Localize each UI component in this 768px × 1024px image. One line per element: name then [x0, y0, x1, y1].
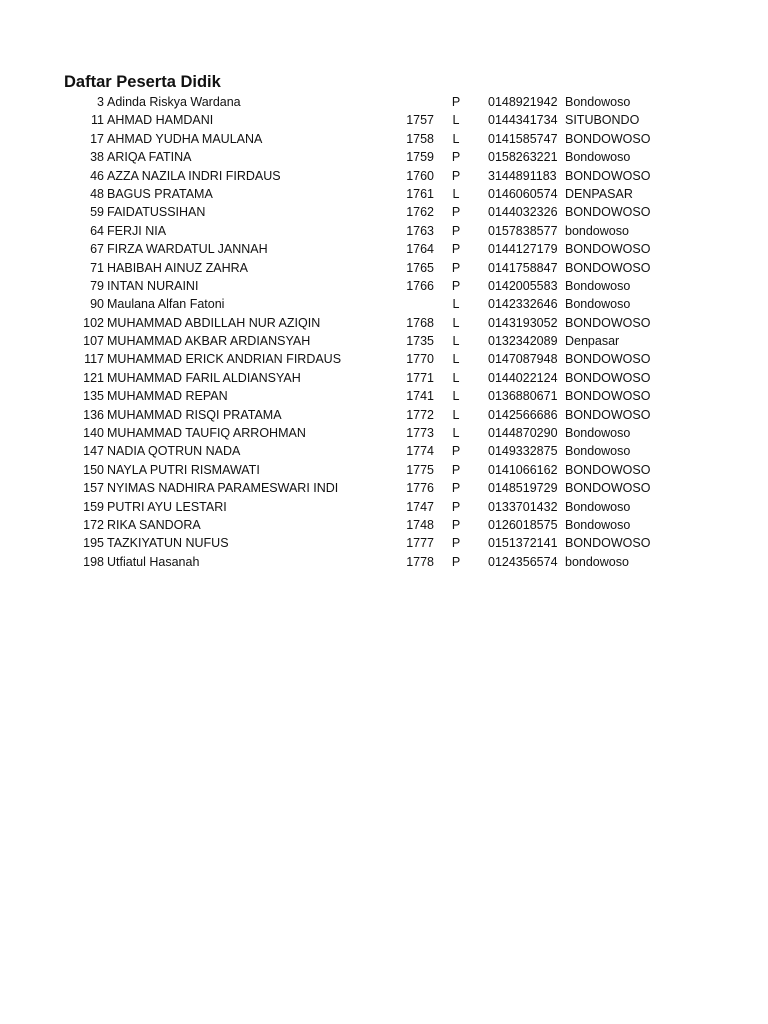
- student-number: 147: [83, 444, 104, 459]
- student-gender: P: [451, 517, 461, 532]
- student-row: [0, 424, 768, 442]
- student-nisn: 0158263221: [488, 150, 558, 165]
- student-city: Bondowoso: [565, 150, 631, 165]
- student-nisn: 0147087948: [488, 352, 558, 367]
- student-number: 67: [90, 242, 104, 257]
- student-row: [0, 387, 768, 405]
- student-nisn: 0146060574: [488, 186, 558, 201]
- student-nisn: 0141066162: [488, 462, 558, 477]
- page-title: Daftar Peserta Didik: [64, 73, 221, 91]
- student-id: 1735: [406, 334, 434, 349]
- student-name: AZZA NAZILA INDRI FIRDAUS: [107, 168, 281, 183]
- student-city: BONDOWOSO: [565, 407, 651, 422]
- student-name: FAIDATUSSIHAN: [107, 205, 206, 220]
- student-name: MUHAMMAD RISQI PRATAMA: [107, 407, 282, 422]
- student-number: 140: [83, 426, 104, 441]
- student-id: 1768: [406, 315, 434, 330]
- student-nisn: 0144127179: [488, 242, 558, 257]
- student-name: MUHAMMAD REPAN: [107, 389, 228, 404]
- student-name: MUHAMMAD AKBAR ARDIANSYAH: [107, 334, 311, 349]
- student-city: BONDOWOSO: [565, 370, 651, 385]
- student-nisn: 0144341734: [488, 113, 558, 128]
- student-number: 195: [83, 536, 104, 551]
- student-city: BONDOWOSO: [565, 205, 651, 220]
- student-row: [0, 479, 768, 497]
- student-row: [0, 498, 768, 516]
- student-gender: P: [451, 462, 461, 477]
- student-number: 3: [97, 95, 104, 109]
- student-nisn: 0136880671: [488, 389, 558, 404]
- student-name: MUHAMMAD ERICK ANDRIAN FIRDAUS: [107, 352, 342, 367]
- student-name: Utfiatul Hasanah: [107, 554, 200, 569]
- student-gender: P: [451, 95, 461, 109]
- student-id: 1766: [406, 278, 434, 293]
- student-gender: L: [452, 407, 460, 422]
- student-id: 1773: [406, 426, 434, 441]
- student-id: 1774: [406, 444, 434, 459]
- student-nisn: 0143193052: [488, 315, 558, 330]
- student-gender: P: [451, 481, 461, 496]
- student-id: 1763: [406, 223, 434, 238]
- student-name: PUTRI AYU LESTARI: [107, 499, 227, 514]
- student-gender: L: [452, 389, 460, 404]
- student-name: AHMAD YUDHA MAULANA: [107, 131, 263, 146]
- student-gender: L: [452, 315, 460, 330]
- student-number: 102: [83, 315, 104, 330]
- student-nisn: 0144870290: [488, 426, 558, 441]
- student-city: Bondowoso: [565, 297, 631, 312]
- student-name: HABIBAH AINUZ ZAHRA: [107, 260, 248, 275]
- student-name: BAGUS PRATAMA: [107, 186, 213, 201]
- student-number: 136: [83, 407, 104, 422]
- student-gender: P: [451, 536, 461, 551]
- student-id: 1776: [406, 481, 434, 496]
- student-gender: P: [451, 444, 461, 459]
- student-number: 198: [83, 554, 104, 569]
- student-nisn: 0142566686: [488, 407, 558, 422]
- student-row: [0, 148, 768, 166]
- student-city: Bondowoso: [565, 517, 631, 532]
- student-id: 1770: [406, 352, 434, 367]
- student-city: BONDOWOSO: [565, 352, 651, 367]
- student-number: 121: [83, 370, 104, 385]
- student-id: 1760: [406, 168, 434, 183]
- student-gender: P: [451, 223, 461, 238]
- student-id: 1761: [406, 186, 434, 201]
- student-nisn: 0149332875: [488, 444, 558, 459]
- student-row: [0, 259, 768, 277]
- student-gender: L: [452, 426, 460, 441]
- student-id: 1741: [406, 389, 434, 404]
- student-nisn: 0126018575: [488, 517, 558, 532]
- student-row: [0, 461, 768, 479]
- student-row: [0, 277, 768, 295]
- student-number: 150: [83, 462, 104, 477]
- student-city: BONDOWOSO: [565, 168, 651, 183]
- student-id: 1764: [406, 242, 434, 257]
- student-city: Bondowoso: [565, 278, 631, 293]
- student-id: 1777: [406, 536, 434, 551]
- student-nisn: 0124356574: [488, 554, 558, 569]
- student-gender: P: [451, 554, 461, 569]
- student-number: 64: [90, 223, 104, 238]
- student-name: NAYLA PUTRI RISMAWATI: [107, 462, 260, 477]
- student-name: FERJI NIA: [107, 223, 167, 238]
- student-nisn: 0144032326: [488, 205, 558, 220]
- student-gender: P: [451, 242, 461, 257]
- student-name: INTAN NURAINI: [107, 278, 199, 293]
- student-gender: P: [451, 150, 461, 165]
- student-gender: P: [451, 278, 461, 293]
- student-name: ARIQA FATINA: [107, 150, 192, 165]
- student-id: 1758: [406, 131, 434, 146]
- student-gender: P: [451, 260, 461, 275]
- student-nisn: 0142005583: [488, 278, 558, 293]
- student-city: DENPASAR: [565, 186, 633, 201]
- student-gender: L: [452, 352, 460, 367]
- student-row: [0, 516, 768, 534]
- student-nisn: 0133701432: [488, 499, 558, 514]
- student-row: [0, 185, 768, 203]
- student-id: 1772: [406, 407, 434, 422]
- student-row: [0, 130, 768, 148]
- student-city: BONDOWOSO: [565, 389, 651, 404]
- student-city: Bondowoso: [565, 95, 631, 109]
- student-city: BONDOWOSO: [565, 315, 651, 330]
- student-number: 107: [83, 334, 104, 349]
- student-city: Bondowoso: [565, 444, 631, 459]
- student-number: 48: [90, 186, 104, 201]
- student-number: 59: [90, 205, 104, 220]
- student-gender: P: [451, 499, 461, 514]
- student-row: [0, 222, 768, 240]
- student-id: 1775: [406, 462, 434, 477]
- student-nisn: 0141585747: [488, 131, 558, 146]
- student-id: 1759: [406, 150, 434, 165]
- student-number: 17: [90, 131, 104, 146]
- student-number: 157: [83, 481, 104, 496]
- student-number: 11: [91, 113, 104, 128]
- student-name: MUHAMMAD TAUFIQ ARROHMAN: [107, 426, 306, 441]
- student-gender: P: [451, 168, 461, 183]
- student-name: MUHAMMAD ABDILLAH NUR AZIQIN: [107, 315, 321, 330]
- student-number: 172: [83, 517, 104, 532]
- student-id: 1762: [406, 205, 434, 220]
- student-name: NADIA QOTRUN NADA: [107, 444, 241, 459]
- student-name: MUHAMMAD FARIL ALDIANSYAH: [107, 370, 301, 385]
- student-number: 135: [83, 389, 104, 404]
- student-gender: P: [451, 205, 461, 220]
- student-number: 159: [83, 499, 104, 514]
- student-name: AHMAD HAMDANI: [107, 113, 214, 128]
- student-gender: L: [452, 370, 460, 385]
- student-name: FIRZA WARDATUL JANNAH: [107, 242, 268, 257]
- student-id: 1747: [406, 499, 434, 514]
- student-nisn: 0151372141: [488, 536, 558, 551]
- student-row: [0, 295, 768, 313]
- student-name: Adinda Riskya Wardana: [107, 95, 241, 109]
- student-number: 46: [90, 168, 104, 183]
- student-row: [0, 534, 768, 552]
- student-nisn: 0148921942: [488, 95, 558, 109]
- student-nisn: 0141758847: [488, 260, 558, 275]
- student-nisn: 3144891183: [488, 168, 557, 183]
- student-number: 38: [90, 150, 104, 165]
- student-city: bondowoso: [565, 554, 629, 569]
- student-number: 79: [90, 278, 104, 293]
- student-row: [0, 350, 768, 368]
- student-city: BONDOWOSO: [565, 536, 651, 551]
- student-row: [0, 332, 768, 350]
- student-row: [0, 240, 768, 258]
- student-gender: L: [452, 113, 460, 128]
- student-city: SITUBONDO: [565, 113, 640, 128]
- student-gender: L: [452, 131, 460, 146]
- student-name: RIKA SANDORA: [107, 517, 201, 532]
- student-nisn: 0157838577: [488, 223, 558, 238]
- student-city: bondowoso: [565, 223, 629, 238]
- student-row: [0, 369, 768, 387]
- student-name: NYIMAS NADHIRA PARAMESWARI INDI: [107, 481, 339, 496]
- student-gender: L: [452, 334, 460, 349]
- student-row: [0, 314, 768, 332]
- student-nisn: 0142332646: [488, 297, 558, 312]
- student-row: [0, 111, 768, 129]
- student-row: [0, 406, 768, 424]
- student-id: 1748: [406, 517, 434, 532]
- student-row: [0, 442, 768, 460]
- student-id: 1765: [406, 260, 434, 275]
- student-row: [0, 203, 768, 221]
- student-city: Bondowoso: [565, 499, 631, 514]
- student-city: BONDOWOSO: [565, 242, 651, 257]
- student-number: 117: [84, 352, 104, 367]
- student-name: Maulana Alfan Fatoni: [107, 297, 225, 312]
- student-nisn: 0132342089: [488, 334, 558, 349]
- student-id: 1757: [406, 113, 434, 128]
- student-city: BONDOWOSO: [565, 131, 651, 146]
- student-city: Denpasar: [565, 334, 620, 349]
- student-number: 71: [90, 260, 104, 275]
- student-row: [0, 167, 768, 185]
- student-list: [0, 93, 768, 571]
- student-city: BONDOWOSO: [565, 260, 651, 275]
- student-nisn: 0144022124: [488, 370, 558, 385]
- student-city: BONDOWOSO: [565, 462, 651, 477]
- student-name: TAZKIYATUN NUFUS: [107, 536, 229, 551]
- student-row: [0, 93, 768, 111]
- student-gender: L: [452, 297, 460, 312]
- student-gender: L: [452, 186, 460, 201]
- student-id: 1771: [406, 370, 434, 385]
- student-row: [0, 553, 768, 571]
- student-id: 1778: [406, 554, 434, 569]
- student-number: 90: [90, 297, 104, 312]
- student-nisn: 0148519729: [488, 481, 558, 496]
- student-city: BONDOWOSO: [565, 481, 651, 496]
- student-city: Bondowoso: [565, 426, 631, 441]
